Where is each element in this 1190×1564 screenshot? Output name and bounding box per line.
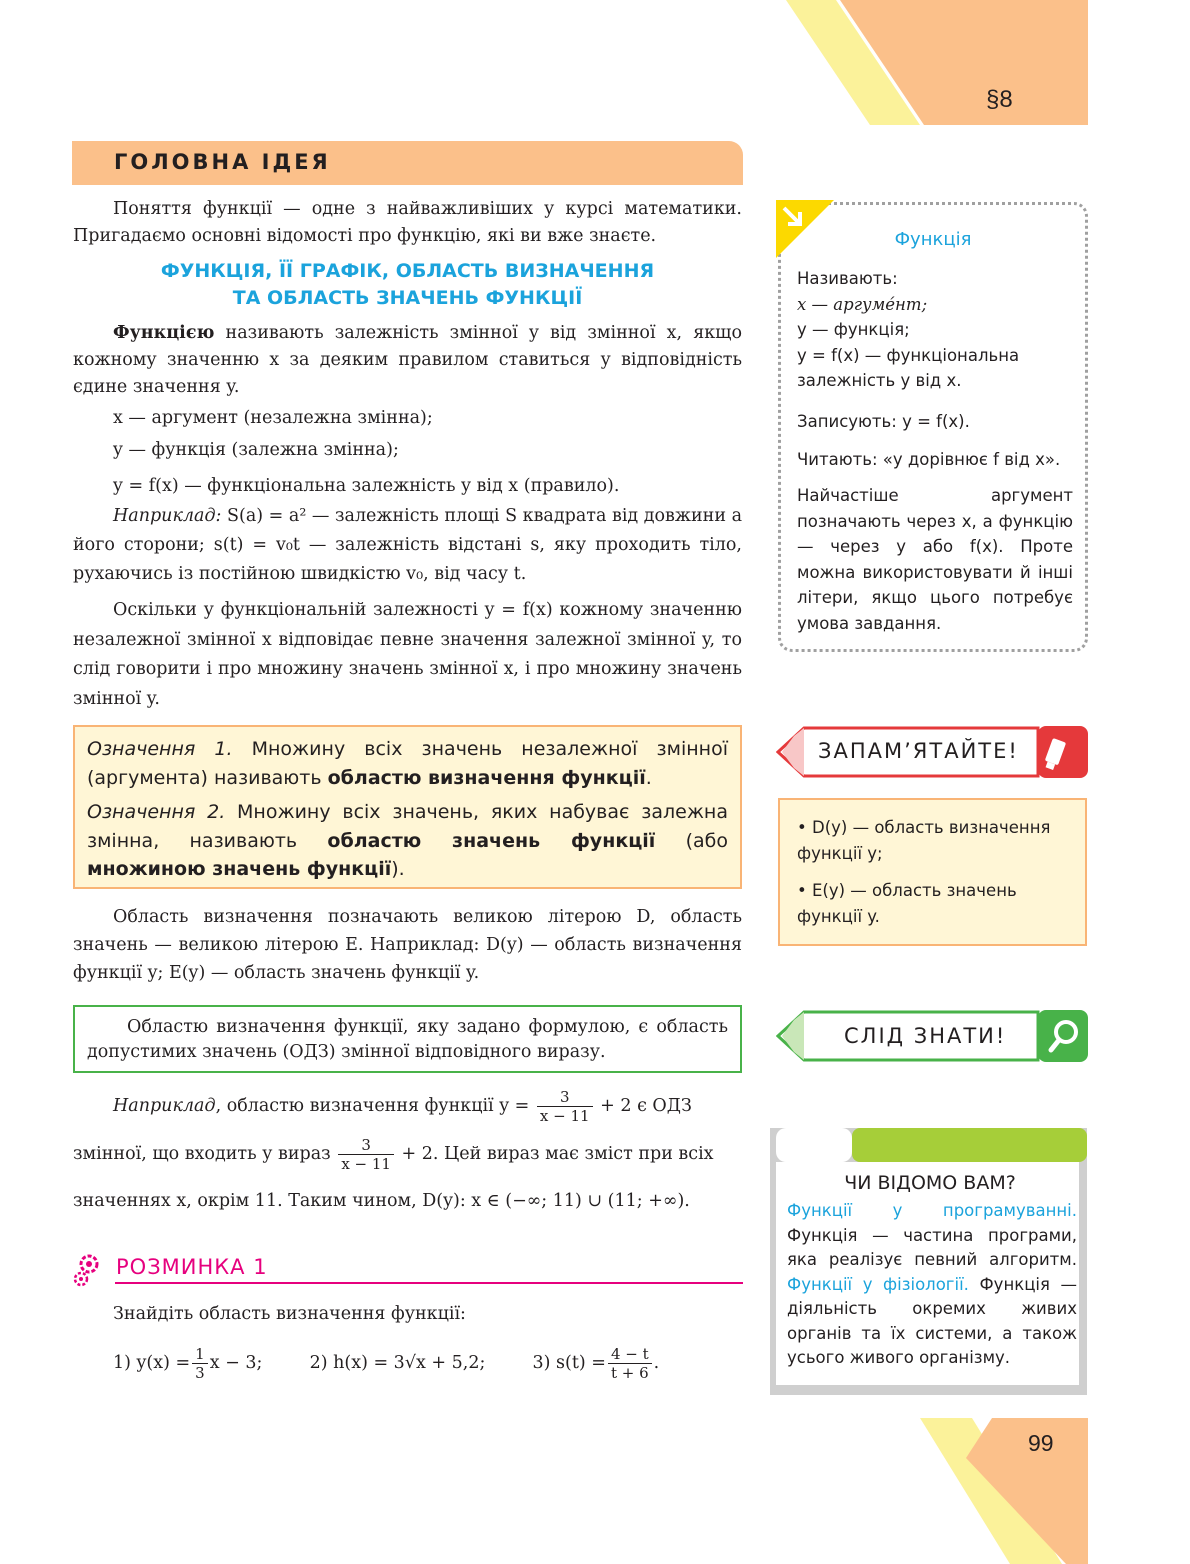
example2-line1: Наприклад, областю визначення функції y = $\frac{3}{x - 11}$ + 2 є ОДЗ: [113, 1088, 692, 1125]
warmup-items: [113, 1337, 743, 1389]
intro-paragraph: Поняття функції — одне з найважливіших у курсі математики. Пригадаємо основні відомості про функцію, які ви вже знаєте.: [73, 199, 742, 246]
did-you-know-title: ЧИ ВІДОМО ВАМ?: [844, 1172, 1016, 1194]
did-you-know-text: Функції у програмуванні. Функція — частина програми, яка реалізує певний алгоритм. Функції у фізіології. Функція — діяльність окремих живих органів та їх системи, а також усього живого організму.: [787, 1201, 1078, 1367]
function-terms-list: [113, 402, 743, 502]
list-item: x — аргумент (незалежна змінна);: [113, 408, 433, 428]
warmup-divider: [115, 1282, 743, 1284]
function-definition: Функцією називають залежність змінної y від змінної x, якщо кожному значенню x за деяким правилом ставиться у відповідність єдине значення y.: [73, 323, 742, 397]
gear-icon: [73, 1252, 103, 1288]
warmup-item-2: 2) h(x) = 3√x + 5,2;: [309, 1353, 486, 1373]
sets-paragraph: Оскільки у функціональній залежності y = f(x) кожному значенню незалежної змінної x відповідає певне значення залежної змінної y, то слід говорити і про множину значень змінної x, і про множину значень змінної y.: [73, 600, 742, 709]
function-box-title: Функція: [894, 229, 972, 250]
function-box-read: Читають: «y дорівнює f від x».: [797, 450, 1061, 469]
corner-decoration-bottom: [920, 1418, 1190, 1564]
fraction: $\frac{3}{x - 11}$: [338, 1136, 394, 1173]
function-box-write: Записують: y = f(x).: [797, 412, 970, 431]
section-heading: ФУНКЦІЯ, ЇЇ ГРАФІК, ОБЛАСТЬ ВИЗНАЧЕННЯ ТА ОБЛАСТЬ ЗНАЧЕНЬ ФУНКЦІЇ: [160, 260, 655, 309]
example-paragraph: Наприклад: S(a) = a² — залежність площі S квадрата від довжини a його сторони; s(t) = v₀t — залежність відстані s, яку проходить тіло, рухаючись із постійною швидкістю v₀, від часу t.: [73, 506, 742, 584]
remember-label: ЗАПАМ’ЯТАЙТЕ!: [818, 739, 1019, 763]
example2-line2: змінної, що входить у вираз $\frac{3}{x - 11}$ + 2. Цей вираз має зміст при всіх: [73, 1136, 714, 1173]
should-know-label: СЛІД ЗНАТИ!: [844, 1024, 1007, 1048]
notation-paragraph: Область визначення позначають великою літерою D, область значень — великою літерою E. Наприклад: D(y) — область визначення функції y; E(y) — область значень функції y.: [73, 907, 742, 983]
list-item: y — функція (залежна змінна);: [113, 440, 399, 460]
remember-item-1: • D(y) — область визначення функції y;: [797, 818, 1051, 863]
definition-1: Означення 1. Множину всіх значень незалежної змінної (аргумента) називають областю визначення функції.: [87, 738, 728, 789]
warmup-item-3: 3) s(t) = $\frac{4 - t}{t + 6}$ .: [532, 1345, 660, 1382]
remember-item-2: • E(y) — область значень функції y.: [797, 881, 1017, 926]
warmup-title: РОЗМИНКА 1: [116, 1255, 268, 1279]
main-idea-bar: [72, 141, 743, 185]
function-box-names: Називають: x — аргуме́нт; y — функція; y = f(x) — функціональна залежність y від x.: [797, 269, 1020, 390]
list-item: y = f(x) — функціональна залежність y від x (правило).: [113, 476, 620, 496]
section-number: §8: [986, 86, 1013, 113]
definition-2: Означення 2. Множину всіх значень, яких набуває залежна змінна, називають областю значень функції (або множиною значень функції).: [87, 801, 728, 880]
function-box-note: Найчастіше аргумент позначають через x, а функцію — через y або f(x). Проте можна використовувати й інші літери, якщо цього потребує умова завдання.: [797, 486, 1073, 633]
fraction: $\frac{3}{x - 11}$: [537, 1088, 593, 1125]
definitions-box: [73, 725, 742, 889]
odz-box: Областю визначення функції, яку задано формулою, є область допустимих значень (ОДЗ) змінної відповідного виразу.: [73, 1005, 742, 1073]
warmup-item-1: 1) y(x) = $\frac{1}{3}$ x − 3;: [113, 1345, 263, 1382]
example2-line3: значеннях x, окрім 11. Таким чином, D(y): x ∈ (−∞; 11) ∪ (11; +∞).: [73, 1191, 690, 1211]
warmup-task: Знайдіть область визначення функції:: [113, 1304, 466, 1324]
main-idea-title: ГОЛОВНА ІДЕЯ: [114, 150, 331, 174]
corner-decoration: [740, 0, 1190, 130]
page-number: 99: [1028, 1430, 1054, 1456]
